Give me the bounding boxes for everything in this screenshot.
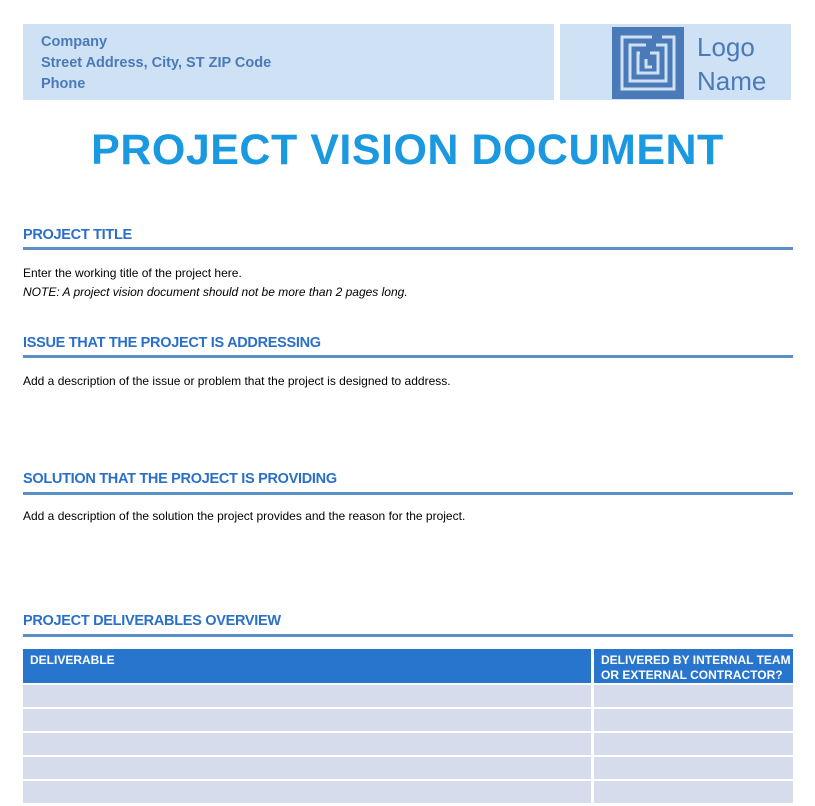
section-heading-project-title: PROJECT TITLE <box>23 227 132 243</box>
maze-logo-icon <box>612 27 684 99</box>
table-cell-delivered-by[interactable] <box>594 757 793 779</box>
issue-description-text[interactable]: Add a description of the issue or problem that the project is designed to address. <box>23 374 451 388</box>
project-title-text[interactable]: Enter the working title of the project here. <box>23 266 242 280</box>
table-cell-delivered-by[interactable] <box>594 685 793 707</box>
table-row <box>23 755 793 779</box>
logo-block <box>560 24 791 100</box>
table-cell-deliverable[interactable] <box>23 685 591 707</box>
table-cell-delivered-by[interactable] <box>594 733 793 755</box>
logo-text-line2: Name <box>697 66 767 96</box>
company-phone: Phone <box>41 76 86 92</box>
table-cell-deliverable[interactable] <box>23 709 591 731</box>
table-header-delivered-by-line2: OR EXTERNAL CONTRACTOR? <box>601 668 783 682</box>
table-header-deliverable <box>23 649 591 683</box>
project-title-note: NOTE: A project vision document should not be more than 2 pages long. <box>23 285 408 299</box>
deliverables-table <box>23 649 793 803</box>
section-divider <box>23 247 793 250</box>
table-header-delivered-by-line1: DELIVERED BY INTERNAL TEAM <box>601 653 791 667</box>
table-row <box>23 683 793 707</box>
section-divider <box>23 634 793 637</box>
table-cell-deliverable[interactable] <box>23 733 591 755</box>
section-heading-deliverables: PROJECT DELIVERABLES OVERVIEW <box>23 613 281 629</box>
table-row <box>23 731 793 755</box>
table-cell-delivered-by[interactable] <box>594 709 793 731</box>
table-cell-delivered-by[interactable] <box>594 781 793 803</box>
table-header-row <box>23 649 793 683</box>
table-body <box>23 683 793 803</box>
solution-description-text[interactable]: Add a description of the solution the project provides and the reason for the project. <box>23 509 466 523</box>
table-header-deliverable-label: DELIVERABLE <box>30 653 115 667</box>
table-cell-deliverable[interactable] <box>23 757 591 779</box>
logo-text-line1: Logo <box>697 32 755 62</box>
table-row <box>23 779 793 803</box>
table-cell-deliverable[interactable] <box>23 781 591 803</box>
company-info-block <box>23 24 554 100</box>
section-divider <box>23 492 793 495</box>
table-row <box>23 707 793 731</box>
section-heading-solution: SOLUTION THAT THE PROJECT IS PROVIDING <box>23 471 337 487</box>
company-address: Street Address, City, ST ZIP Code <box>41 55 272 71</box>
section-heading-issue: ISSUE THAT THE PROJECT IS ADDRESSING <box>23 335 321 351</box>
document-title: PROJECT VISION DOCUMENT <box>91 126 724 174</box>
section-divider <box>23 355 793 358</box>
table-header-delivered-by <box>594 649 793 683</box>
company-name: Company <box>41 34 108 50</box>
